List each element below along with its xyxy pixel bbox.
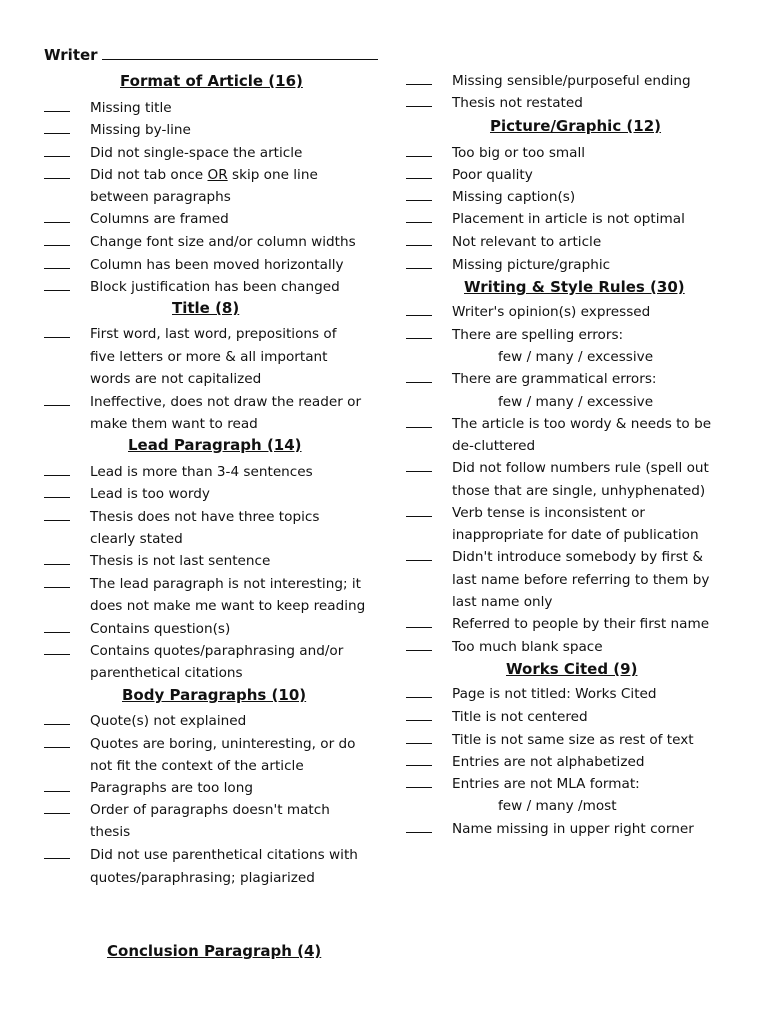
check-blank[interactable] <box>406 200 432 201</box>
check-blank[interactable] <box>406 787 432 788</box>
heading-picture-graphic: Picture/Graphic (12) <box>490 117 662 135</box>
check-blank[interactable] <box>44 632 70 633</box>
check-blank[interactable] <box>44 813 70 814</box>
heading-writing-style-rules: Writing & Style Rules (30) <box>464 278 685 296</box>
check-blank[interactable] <box>406 245 432 246</box>
check-blank[interactable] <box>406 516 432 517</box>
heading-conclusion-paragraph: Conclusion Paragraph (4) <box>107 942 322 960</box>
check-blank[interactable] <box>44 564 70 565</box>
check-blank[interactable] <box>44 337 70 338</box>
check-blank[interactable] <box>406 106 432 107</box>
heading-lead-paragraph: Lead Paragraph (14) <box>128 436 302 454</box>
check-blank[interactable] <box>44 268 70 269</box>
check-blank[interactable] <box>406 222 432 223</box>
check-blank[interactable] <box>406 315 432 316</box>
check-blank[interactable] <box>406 832 432 833</box>
check-blank[interactable] <box>406 627 432 628</box>
check-blank[interactable] <box>44 290 70 291</box>
heading-format-of-article: Format of Article (16) <box>120 72 303 90</box>
check-blank[interactable] <box>44 111 70 112</box>
heading-works-cited: Works Cited (9) <box>506 660 638 678</box>
check-blank[interactable] <box>44 858 70 859</box>
check-blank[interactable] <box>44 405 70 406</box>
writer-field <box>44 46 378 64</box>
check-blank[interactable] <box>406 720 432 721</box>
check-blank[interactable] <box>406 178 432 179</box>
check-blank[interactable] <box>406 765 432 766</box>
check-blank[interactable] <box>44 178 70 179</box>
check-blank[interactable] <box>44 245 70 246</box>
check-blank[interactable] <box>44 587 70 588</box>
writer-blank-line[interactable] <box>102 49 378 60</box>
check-blank[interactable] <box>44 497 70 498</box>
check-blank[interactable] <box>406 650 432 651</box>
check-blank[interactable] <box>44 724 70 725</box>
check-blank[interactable] <box>406 427 432 428</box>
heading-title: Title (8) <box>172 299 240 317</box>
check-blank[interactable] <box>406 471 432 472</box>
check-blank[interactable] <box>44 654 70 655</box>
check-blank[interactable] <box>44 475 70 476</box>
check-blank[interactable] <box>406 560 432 561</box>
check-blank[interactable] <box>44 791 70 792</box>
check-blank[interactable] <box>44 747 70 748</box>
check-blank[interactable] <box>406 268 432 269</box>
check-blank[interactable] <box>406 382 432 383</box>
heading-body-paragraphs: Body Paragraphs (10) <box>122 686 307 704</box>
check-blank[interactable] <box>406 84 432 85</box>
check-blank[interactable] <box>406 156 432 157</box>
check-blank[interactable] <box>406 743 432 744</box>
check-blank[interactable] <box>44 156 70 157</box>
check-blank[interactable] <box>44 222 70 223</box>
check-blank[interactable] <box>406 338 432 339</box>
check-blank[interactable] <box>406 697 432 698</box>
check-blank[interactable] <box>44 520 70 521</box>
check-blank[interactable] <box>44 133 70 134</box>
writer-label: Writer <box>44 46 98 64</box>
